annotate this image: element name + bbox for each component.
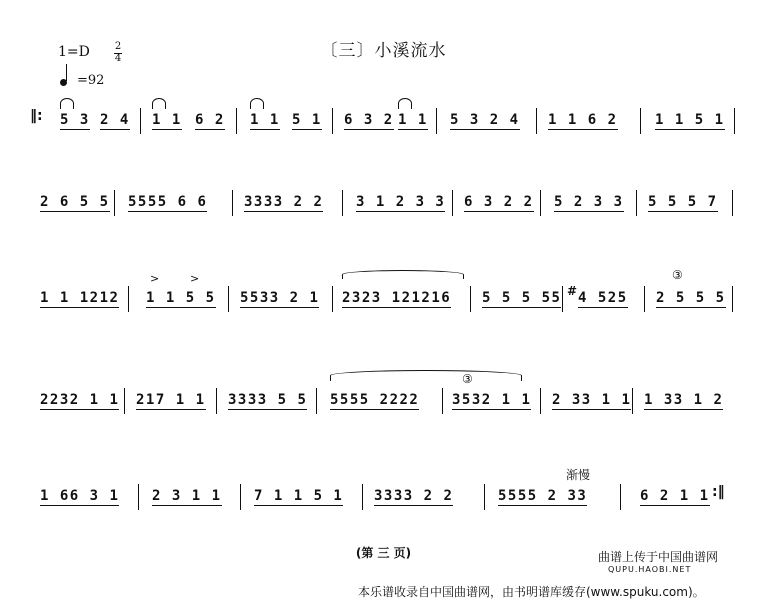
notes: 1 1 6 2 xyxy=(548,112,618,128)
bar-line xyxy=(240,484,241,510)
notes: 6 2 1 1 xyxy=(640,488,710,504)
bar-line xyxy=(540,190,541,216)
key-signature: 1=D xyxy=(58,44,90,60)
bar-line xyxy=(228,286,229,312)
repeat-start-sign: ‖: xyxy=(30,108,43,124)
slur-mark xyxy=(152,98,166,109)
bar-line xyxy=(114,190,115,216)
notes: 5 5 5 55 xyxy=(482,290,562,306)
notes: 3333 2 2 xyxy=(374,488,454,504)
slur-mark xyxy=(330,370,522,381)
notes: 2323 121216 xyxy=(342,290,452,306)
notes: 6 2 xyxy=(195,112,225,128)
bar-line xyxy=(732,190,733,216)
notes: 3 1 2 3 3 xyxy=(356,194,446,210)
page-number: (第 三 页) xyxy=(355,546,412,560)
notes: 2 4 xyxy=(100,112,130,128)
notes: 5555 2222 xyxy=(330,392,420,408)
notes: 217 1 1 xyxy=(136,392,206,408)
bar-line xyxy=(140,108,141,134)
bar-line xyxy=(644,286,645,312)
time-sig-denominator: 4 xyxy=(114,53,122,64)
bar-line xyxy=(332,286,333,312)
notes: 1 66 3 1 xyxy=(40,488,120,504)
notes: 2 33 1 1 xyxy=(552,392,632,408)
time-sig-numerator: 2 xyxy=(114,41,122,52)
watermark-text: 曲谱上传于中国曲谱网 xyxy=(598,550,719,564)
notes: 6 3 2 xyxy=(344,112,394,128)
staff-row-3 xyxy=(0,268,767,330)
accent-mark: > xyxy=(190,272,200,285)
bar-line xyxy=(138,484,139,510)
slur-mark xyxy=(342,270,464,279)
notes: 5 2 3 3 xyxy=(554,194,624,210)
time-signature xyxy=(114,42,122,64)
footer-credit: 本乐谱收录自中国曲谱网，由书明谱库缓存(www.spuku.com)。 xyxy=(358,585,705,599)
bar-line xyxy=(232,190,233,216)
notes: 1 1 1212 xyxy=(40,290,120,306)
notes: 5555 6 6 xyxy=(128,194,208,210)
bar-line xyxy=(316,388,317,414)
watermark-url: QUPU.HAOBI.NET xyxy=(608,565,692,574)
circled-3-mark: ③ xyxy=(672,268,683,282)
notes: 5555 2 33 xyxy=(498,488,588,504)
notes: 5 3 2 4 xyxy=(450,112,520,128)
bar-line xyxy=(734,108,735,134)
notes: 5 1 xyxy=(292,112,322,128)
notes: 3333 5 5 xyxy=(228,392,308,408)
bar-line xyxy=(128,286,129,312)
tempo-marking xyxy=(60,73,104,88)
notes: 2 6 5 5 xyxy=(40,194,110,210)
bar-line xyxy=(342,190,343,216)
bar-line xyxy=(442,388,443,414)
staff-row-1 xyxy=(0,108,767,152)
quarter-note-icon xyxy=(60,79,67,86)
bar-line xyxy=(436,108,437,134)
notes: 5 3 xyxy=(60,112,90,128)
bar-line xyxy=(236,108,237,134)
dynamic-marking: 渐慢 xyxy=(566,468,591,482)
circled-3-mark: ③ xyxy=(462,372,473,386)
staff-row-4 xyxy=(0,372,767,432)
bar-line xyxy=(562,286,563,312)
bar-line xyxy=(452,190,453,216)
notes: 2232 1 1 xyxy=(40,392,120,408)
notes: 1 1 5 5 xyxy=(146,290,216,306)
bar-line xyxy=(470,286,471,312)
bar-line xyxy=(620,484,621,510)
notes: 1 33 1 2 xyxy=(644,392,724,408)
bar-line xyxy=(216,388,217,414)
bar-line xyxy=(362,484,363,510)
slur-mark xyxy=(250,98,264,109)
bar-line xyxy=(536,108,537,134)
sharp-sign: # xyxy=(567,284,578,298)
staff-row-5 xyxy=(0,468,767,528)
notes: 2 5 5 5 xyxy=(656,290,726,306)
notes: 1 1 xyxy=(152,112,182,128)
bar-line xyxy=(484,484,485,510)
notes: 3532 1 1 xyxy=(452,392,532,408)
bar-line xyxy=(632,388,633,414)
notes: 3333 2 2 xyxy=(244,194,324,210)
notes: 5533 2 1 xyxy=(240,290,320,306)
notes: 1 1 xyxy=(250,112,280,128)
bar-line xyxy=(540,388,541,414)
slur-mark xyxy=(60,98,74,109)
notes: 5 5 5 7 xyxy=(648,194,718,210)
song-title: 〔三〕小溪流水 xyxy=(320,41,447,61)
bar-line xyxy=(640,108,641,134)
slur-mark xyxy=(398,98,412,109)
notes: 4 525 xyxy=(578,290,628,306)
accent-mark: > xyxy=(150,272,160,285)
notes: 1 1 5 1 xyxy=(655,112,725,128)
notes: 6 3 2 2 xyxy=(464,194,534,210)
tempo-value: =92 xyxy=(77,73,105,88)
bar-line xyxy=(732,286,733,312)
bar-line xyxy=(332,108,333,134)
staff-row-2 xyxy=(0,194,767,234)
bar-line xyxy=(124,388,125,414)
bar-line xyxy=(636,190,637,216)
notes: 7 1 1 5 1 xyxy=(254,488,344,504)
notes: 2 3 1 1 xyxy=(152,488,222,504)
notes: 1 1 xyxy=(398,112,428,128)
repeat-end-sign: :‖ xyxy=(712,484,725,500)
